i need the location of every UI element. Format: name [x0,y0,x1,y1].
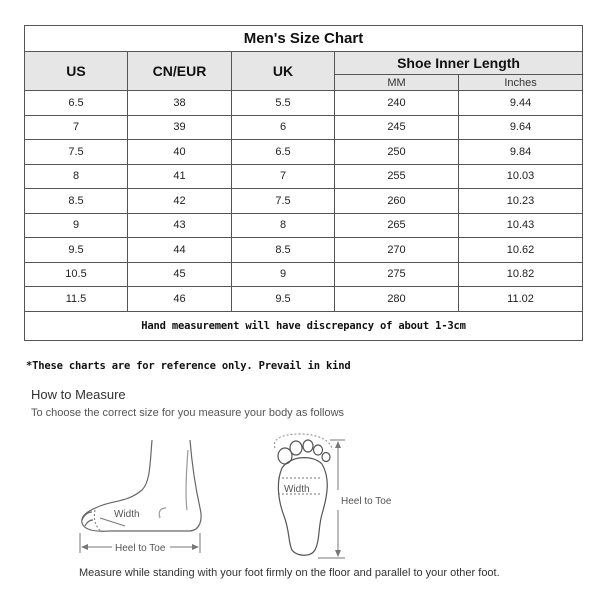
header-inches: Inches [459,75,583,91]
cell-us: 7.5 [25,140,128,165]
cell-uk: 8.5 [232,238,335,263]
chart-title: Men's Size Chart [25,26,583,52]
cell-us: 9 [25,213,128,238]
cell-us: 8 [25,164,128,189]
how-to-measure-title: How to Measure [31,387,126,402]
header-us: US [25,52,128,91]
top-heel-to-toe-label: Heel to Toe [341,496,392,507]
table-row [25,115,583,140]
measurement-caption: Measure while standing with your foot firmly on the floor and parallel to your other foot. [79,567,500,579]
cell-mm: 270 [335,238,459,263]
cell-inches: 10.23 [459,189,583,214]
cell-cn-eur: 43 [128,213,232,238]
cell-uk: 5.5 [232,91,335,116]
cell-cn-eur: 40 [128,140,232,165]
table-row [25,287,583,312]
cell-mm: 240 [335,91,459,116]
cell-cn-eur: 39 [128,115,232,140]
cell-us: 10.5 [25,262,128,287]
cell-uk: 8 [232,213,335,238]
cell-cn-eur: 41 [128,164,232,189]
cell-inches: 9.84 [459,140,583,165]
cell-mm: 280 [335,287,459,312]
cell-mm: 255 [335,164,459,189]
cell-inches: 9.64 [459,115,583,140]
cell-cn-eur: 45 [128,262,232,287]
cell-uk: 6 [232,115,335,140]
header-uk: UK [232,52,335,91]
table-row [25,238,583,263]
table-row [25,262,583,287]
cell-mm: 260 [335,189,459,214]
size-chart [24,25,582,341]
size-chart-table [24,25,583,341]
cell-cn-eur: 46 [128,287,232,312]
cell-uk: 7 [232,164,335,189]
table-row [25,140,583,165]
table-row [25,213,583,238]
cell-mm: 250 [335,140,459,165]
cell-uk: 7.5 [232,189,335,214]
table-row [25,91,583,116]
cell-inches: 10.62 [459,238,583,263]
header-mm: MM [335,75,459,91]
cell-cn-eur: 38 [128,91,232,116]
reference-note: *These charts are for reference only. Prevail in kind [26,360,351,372]
how-to-measure-subtitle: To choose the correct size for you measure your body as follows [31,407,345,419]
cell-us: 8.5 [25,189,128,214]
table-row [25,189,583,214]
foot-side-view-illustration [82,440,201,531]
cell-cn-eur: 44 [128,238,232,263]
cell-inches: 10.43 [459,213,583,238]
cell-inches: 9.44 [459,91,583,116]
header-cn-eur: CN/EUR [128,52,232,91]
cell-mm: 265 [335,213,459,238]
cell-inches: 10.03 [459,164,583,189]
side-width-label: Width [114,509,140,520]
cell-mm: 275 [335,262,459,287]
cell-mm: 245 [335,115,459,140]
top-width-label: Width [284,484,310,495]
header-shoe-inner-length: Shoe Inner Length [335,52,583,75]
cell-inches: 10.82 [459,262,583,287]
cell-uk: 6.5 [232,140,335,165]
cell-us: 6.5 [25,91,128,116]
cell-us: 7 [25,115,128,140]
cell-uk: 9 [232,262,335,287]
cell-uk: 9.5 [232,287,335,312]
cell-inches: 11.02 [459,287,583,312]
cell-us: 9.5 [25,238,128,263]
table-row [25,164,583,189]
measurement-discrepancy-note: Hand measurement will have discrepancy of about 1-3cm [25,311,583,340]
cell-cn-eur: 42 [128,189,232,214]
measurement-illustrations [0,420,600,570]
side-heel-to-toe-label: Heel to Toe [115,543,166,554]
cell-us: 11.5 [25,287,128,312]
